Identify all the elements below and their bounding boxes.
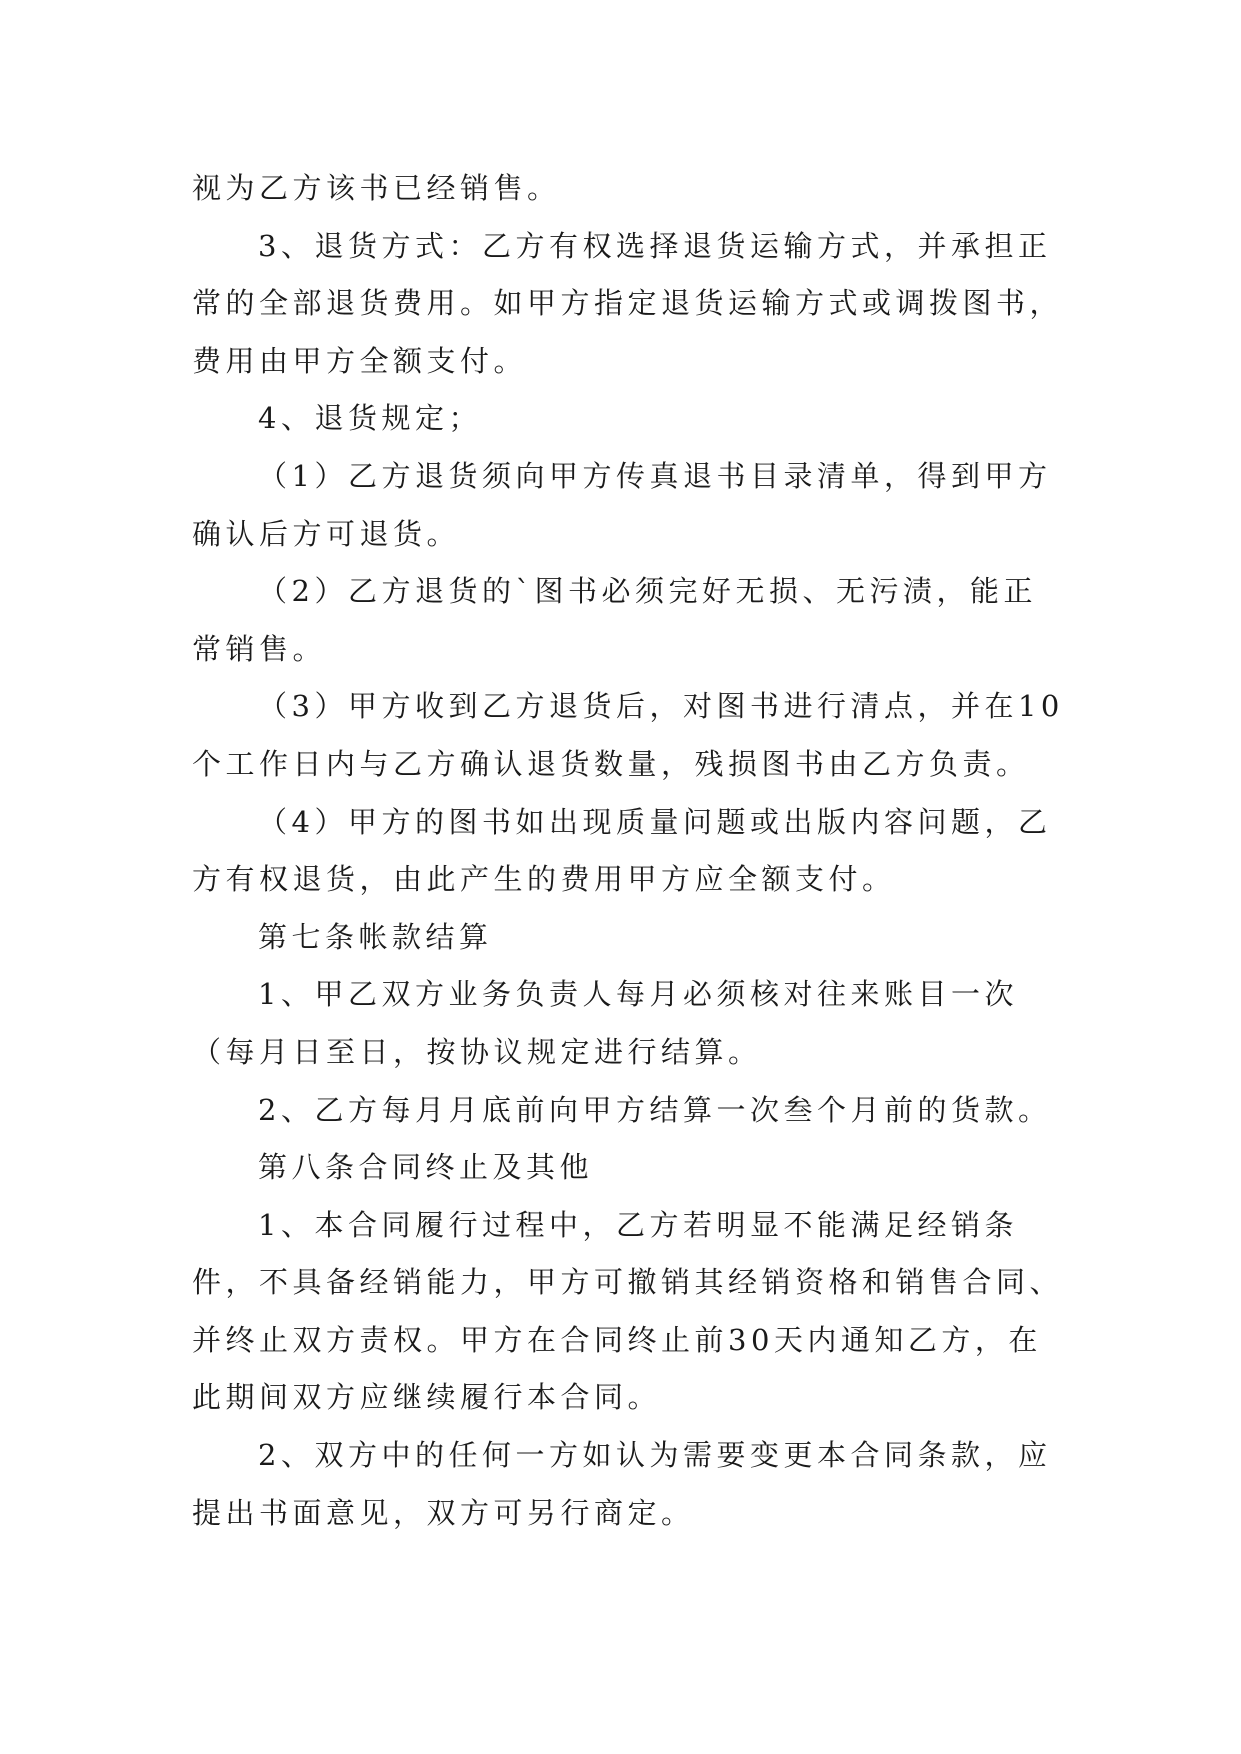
paragraph-return-rules: 4、退货规定； [258,401,482,436]
document-body [192,160,1067,1542]
paragraph-rule-1: （1）乙方退货须向甲方传真退书目录清单，得到甲方确认后方可退货。 [192,458,1052,551]
paragraph-settlement-2: 2、乙方每月月底前向甲方结算一次叁个月前的货款。 [258,1092,1052,1127]
paragraph-termination-1: 1、本合同履行过程中，乙方若明显不能满足经销条件，不具备经销能力，甲方可撤销其经销资格和销售合同、并终止双方责权。甲方在合同终止前30天内通知乙方，在此期间双方应继续履行本合同。 [192,1207,1064,1415]
section-heading-termination: 第八条合同终止及其他 [258,1150,594,1185]
paragraph-rule-3: （3）甲方收到乙方退货后，对图书进行清点，并在10个工作日内与乙方确认退货数量，残损图书由乙方负责。 [192,689,1064,781]
paragraph-return-method: 3、退货方式：乙方有权选择退货运输方式，并承担正常的全部退货费用。如甲方指定退货运输方式或调拨图书，费用由甲方全额支付。 [192,228,1064,378]
section-heading-settlement: 第七条帐款结算 [258,919,493,954]
paragraph-settlement-1: 1、甲乙双方业务负责人每月必须核对往来账目一次（每月日至日，按协议规定进行结算。 [192,977,1018,1069]
paragraph-rule-2: （2）乙方退货的`图书必须完好无损、无污渍，能正常销售。 [192,574,1037,666]
paragraph-rule-4: （4）甲方的图书如出现质量问题或出版内容问题，乙方有权退货，由此产生的费用甲方应全额支付。 [192,804,1052,897]
paragraph-continuation: 视为乙方该书已经销售。 [192,171,561,205]
paragraph-termination-2: 2、双方中的任何一方如认为需要变更本合同条款，应提出书面意见，双方可另行商定。 [192,1438,1052,1530]
